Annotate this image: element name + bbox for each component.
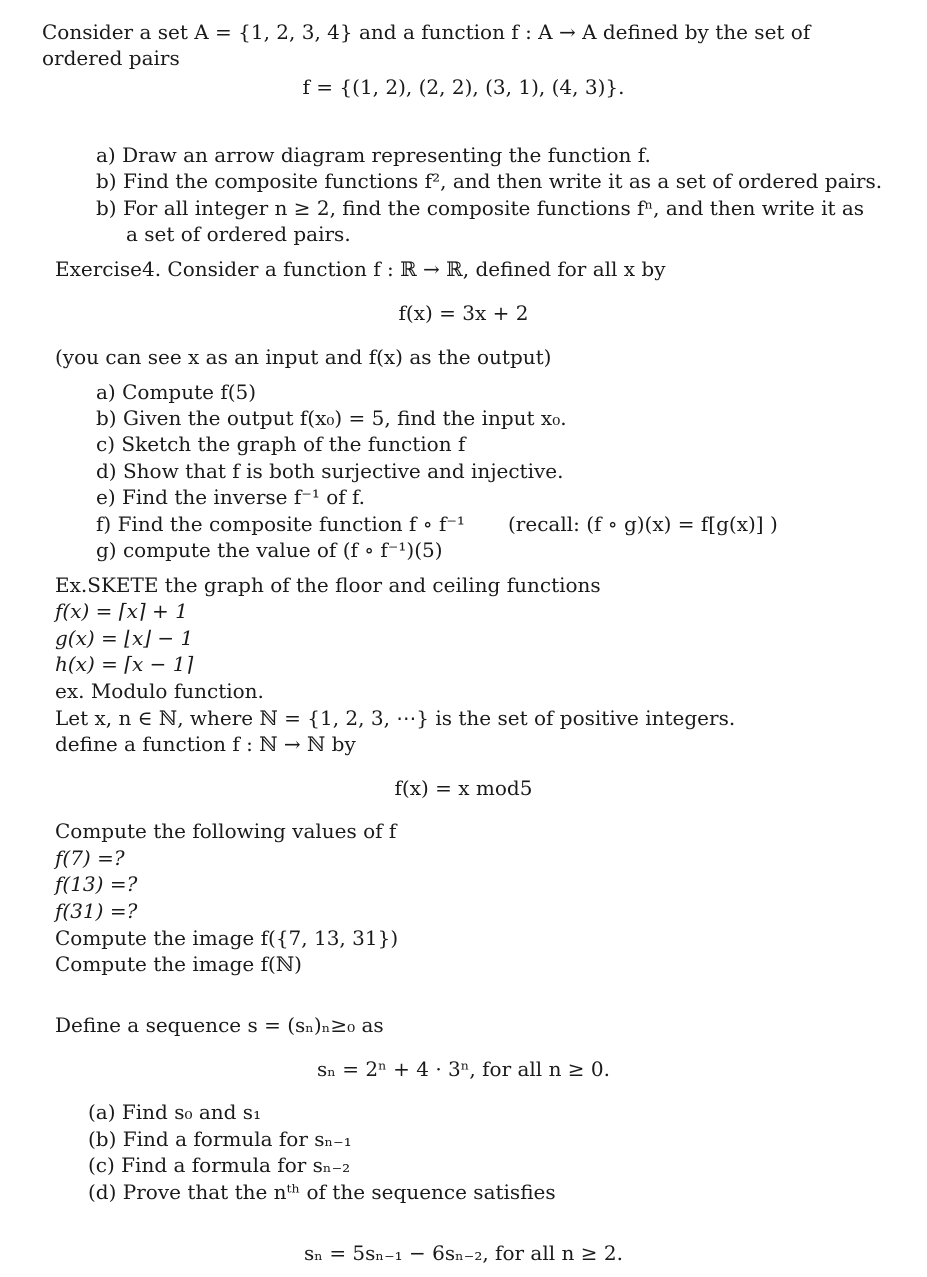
compute-image-1: Compute the image f({7, 13, 31}) [55,926,399,950]
list-item [88,1179,556,1205]
list-item [96,405,567,431]
item-label: a) [96,380,116,404]
item-text: For all integer n ≥ 2, find the composite functions fⁿ, and then write it as [122,196,865,220]
compute-value: f(7) =? [55,846,125,870]
modulo-line-1: Let x, n ∈ ℕ, where ℕ = {1, 2, 3, ⋯} is the set of positive integers. [55,706,736,730]
compute-value: f(31) =? [55,899,138,923]
list-item [88,1152,350,1178]
list-item [96,537,443,563]
item-text: Prove that the nᵗʰ of the sequence satisfies [122,1180,556,1204]
list-item [96,458,563,484]
item-text: Sketch the graph of the function f [121,432,466,456]
item-text: Find the composite functions f², and then write it as a set of ordered pairs. [122,169,883,193]
intro-line-1: Consider a set A = {1, 2, 3, 4} and a function f : A → A defined by the set of [42,20,811,44]
floor-ceiling-line: f(x) = ⌈x⌉ + 1 [55,599,188,623]
modulo-display: f(x) = x mod5 [394,776,533,800]
item-text: Given the output f(x₀) = 5, find the input x₀. [122,406,567,430]
item-text: Compute f(5) [122,380,257,404]
recurrence-display: sₙ = 5sₙ₋₁ − 6sₙ₋₂, for all n ≥ 2. [304,1241,623,1265]
list-item [96,168,882,194]
intro-line-2: ordered pairs [42,46,180,70]
modulo-line-2: define a function f : ℕ → ℕ by [55,732,356,756]
compute-heading: Compute the following values of f [55,819,397,843]
list-item [96,379,256,405]
item-label: a) [96,143,116,167]
item-text: Draw an arrow diagram representing the function f. [122,143,651,167]
item-label: b) [96,169,117,193]
compute-image-2: Compute the image f(ℕ) [55,952,302,976]
exercise4-display: f(x) = 3x + 2 [398,301,529,325]
item-label: (b) [88,1127,117,1151]
list-item [96,431,465,457]
item-text: Find a formula for sₙ₋₁ [122,1127,352,1151]
floor-ceiling-line: h(x) = ⌈x − 1⌉ [55,652,194,676]
item-label: g) [96,538,117,562]
floor-ceiling-heading: Ex.SKETE the graph of the floor and ceiling functions [55,573,601,597]
item-text: Find s₀ and s₁ [121,1100,262,1124]
item-continuation: a set of ordered pairs. [126,222,351,246]
item-label: b) [96,196,117,220]
item-text: compute the value of (f ∘ f⁻¹)(5) [122,538,443,562]
floor-ceiling-line: g(x) = ⌊x⌋ − 1 [55,626,194,650]
exercise4-note: (you can see x as an input and f(x) as the output) [55,345,552,369]
list-item [88,1126,352,1152]
list-item [96,142,651,168]
item-text: Find the inverse f⁻¹ of f. [122,485,366,509]
list-item [96,484,365,510]
list-item [96,511,465,537]
compute-value: f(13) =? [55,872,138,896]
item-label: f) [96,512,112,536]
item-text: Find a formula for sₙ₋₂ [121,1153,351,1177]
item-label: (c) [88,1153,115,1177]
item-label: (a) [88,1100,116,1124]
item-text: Show that f is both surjective and injective. [122,459,564,483]
sequence-heading: Define a sequence s = (sₙ)ₙ≥₀ as [55,1013,384,1037]
list-item [88,1099,261,1125]
sequence-display: sₙ = 2ⁿ + 4 · 3ⁿ, for all n ≥ 0. [317,1057,610,1081]
exercise4-heading: Exercise4. Consider a function f : ℝ → ℝ, defined for all x by [55,257,666,281]
function-pairs-display: f = {(1, 2), (2, 2), (3, 1), (4, 3)}. [302,75,625,99]
modulo-heading: ex. Modulo function. [55,679,264,703]
item-label: b) [96,406,117,430]
recall-note: (recall: (f ∘ g)(x) = f[g(x)] ) [508,512,778,536]
item-label: c) [96,432,116,456]
list-item [96,195,864,221]
item-label: d) [96,459,117,483]
item-label: (d) [88,1180,117,1204]
item-label: e) [96,485,116,509]
item-text: Find the composite function f ∘ f⁻¹ [117,512,465,536]
